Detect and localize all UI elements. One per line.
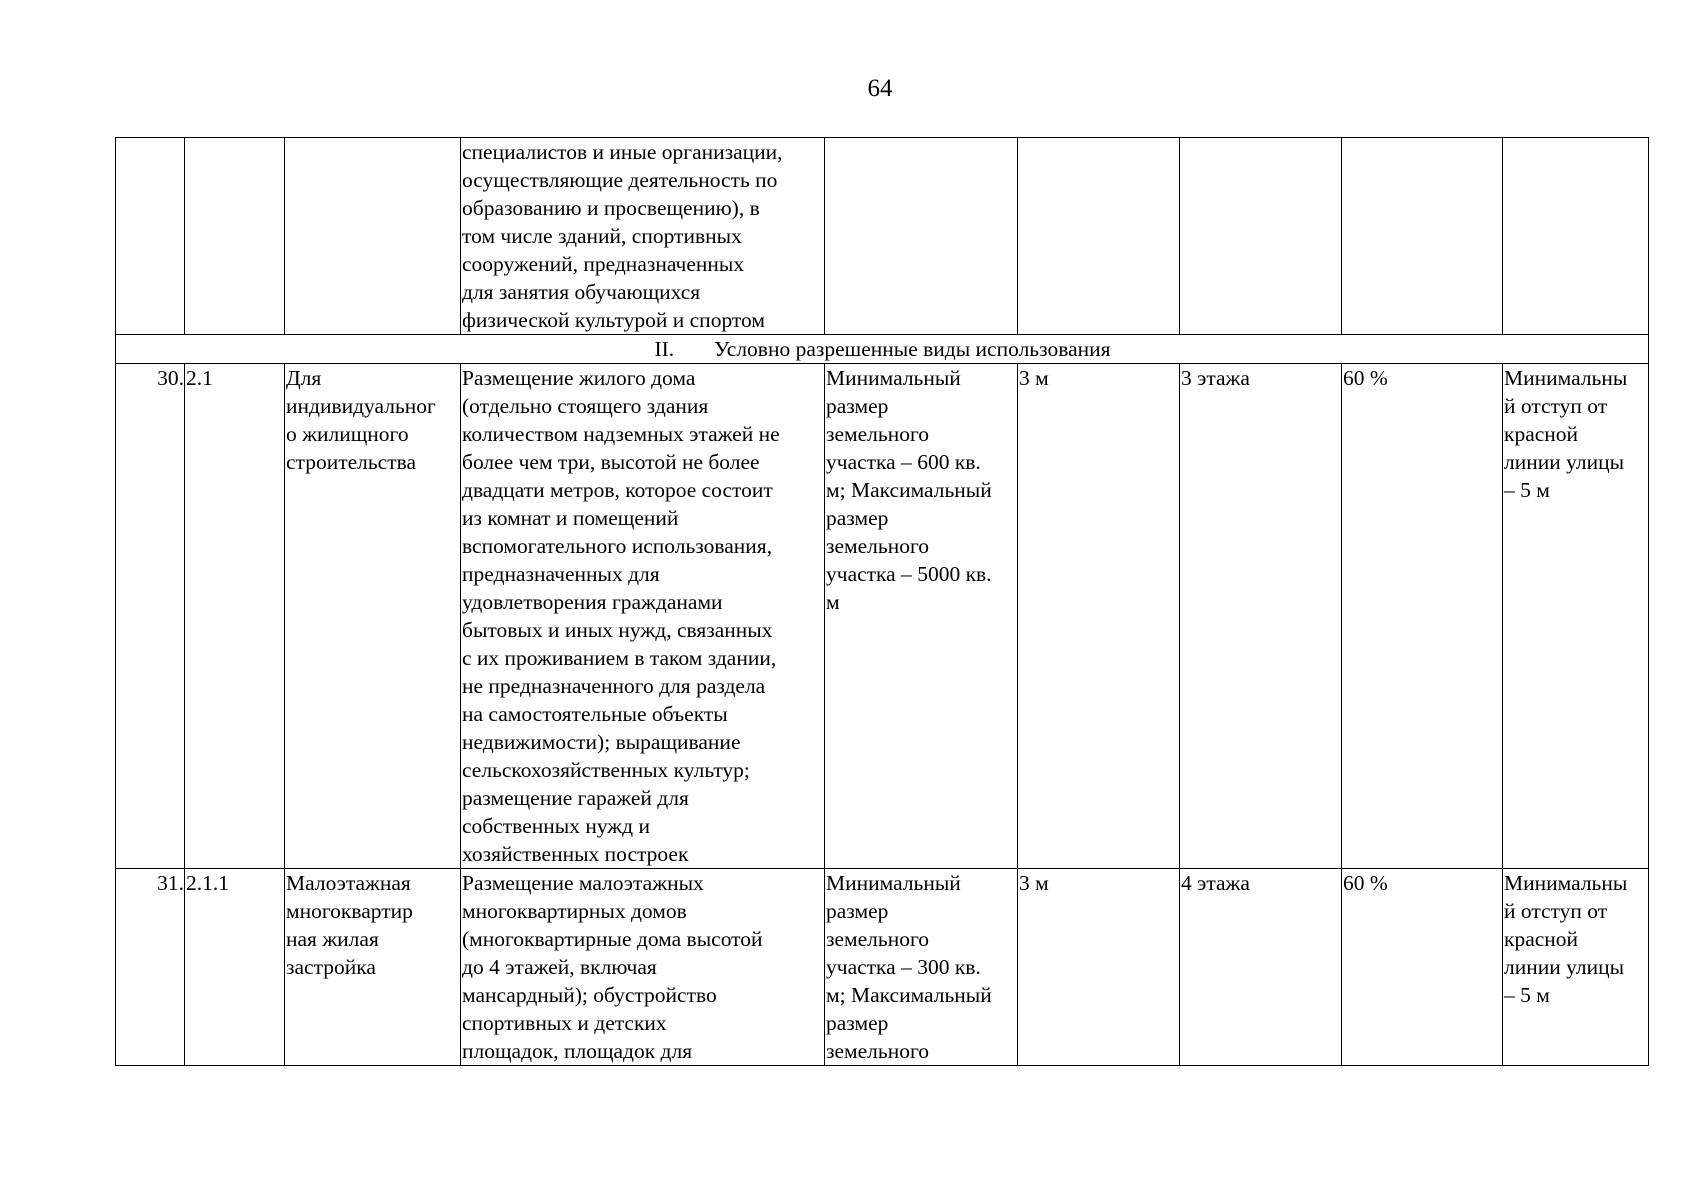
section-header <box>116 335 1649 364</box>
cell-num: 31. <box>116 869 185 1066</box>
table-row <box>116 364 1649 869</box>
cell-setback: 3 м <box>1018 364 1180 869</box>
cell-setback: 3 м <box>1018 869 1180 1066</box>
cell-code: 2.1 <box>185 364 285 869</box>
cell-name: Для индивидуальног о жилищного строительства <box>285 364 461 869</box>
cell-red-line: Минимальны й отступ от красной линии улицы – 5 м <box>1503 364 1649 869</box>
cell-plot-size: Минимальный размер земельного участка – 300 кв. м; Максимальный размер земельного <box>825 869 1018 1066</box>
section-title: Условно разрешенные виды использования <box>714 337 1111 361</box>
cell-red-line <box>1503 138 1649 335</box>
land-use-table <box>115 137 1649 1066</box>
cell-num: 30. <box>116 364 185 869</box>
cell-code: 2.1.1 <box>185 869 285 1066</box>
cell-coverage <box>1342 138 1503 335</box>
cell-red-line: Минимальны й отступ от красной линии улицы – 5 м <box>1503 869 1649 1066</box>
page-number: 64 <box>867 75 893 102</box>
cell-coverage: 60 % <box>1342 869 1503 1066</box>
section-header-row <box>116 335 1649 364</box>
cell-plot-size: Минимальный размер земельного участка – 600 кв. м; Максимальный размер земельного участка – 5000 кв. м <box>825 364 1018 869</box>
cell-floors: 3 этажа <box>1180 364 1342 869</box>
cell-setback <box>1018 138 1180 335</box>
cell-coverage: 60 % <box>1342 364 1503 869</box>
cell-plot-size <box>825 138 1018 335</box>
cell-name: Малоэтажная многоквартир ная жилая застройка <box>285 869 461 1066</box>
cell-description: специалистов и иные организации, осуществляющие деятельность по образованию и просвещению), в том числе зданий, спортивных сооружений, предназначенных для занятия обучающихся физической культурой и спортом <box>461 138 825 335</box>
cell-description: Размещение малоэтажных многоквартирных домов (многоквартирные дома высотой до 4 этажей, включая мансардный); обустройство спортивных и детских площадок, площадок для <box>461 869 825 1066</box>
cell-code <box>185 138 285 335</box>
table-row <box>116 869 1649 1066</box>
cell-floors <box>1180 138 1342 335</box>
section-roman: II. <box>654 337 675 361</box>
cell-name <box>285 138 461 335</box>
table-row-continuation <box>116 138 1649 335</box>
cell-description: Размещение жилого дома (отдельно стоящего здания количеством надземных этажей не более чем три, высотой не более двадцати метров, которое состоит из комнат и помещений вспомогательного использования, предназначенных для удовлетворения гражданами бытовых и иных нужд, связанных с их проживанием в таком здании, не предназначенного для раздела на самостоятельные объекты недвижимости); выращивание сельскохозяйственных культур; размещение гаражей для собственных нужд и хозяйственных построек <box>461 364 825 869</box>
cell-num <box>116 138 185 335</box>
cell-floors: 4 этажа <box>1180 869 1342 1066</box>
